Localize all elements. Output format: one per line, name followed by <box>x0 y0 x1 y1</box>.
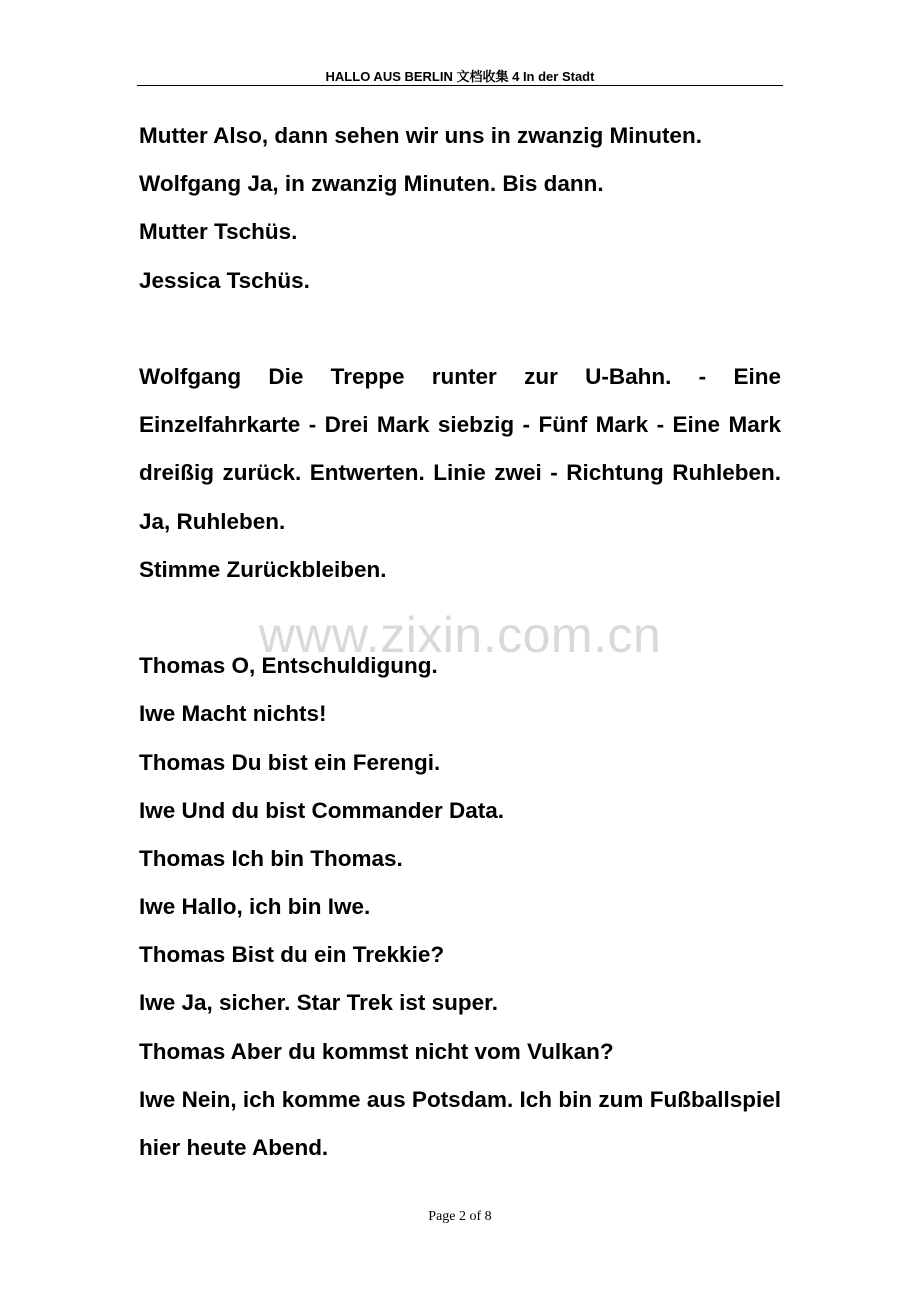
dialogue-line: Thomas Aber du kommst nicht vom Vulkan? <box>139 1038 614 1064</box>
dialogue-line: Mutter Tschüs. <box>139 219 298 245</box>
dialogue-line: Iwe Ja, sicher. Star Trek ist super. <box>139 990 498 1016</box>
blank-line <box>139 594 781 642</box>
document-body <box>139 112 781 1172</box>
page-number: Page 2 of 8 <box>428 1209 492 1224</box>
dialogue-line: Iwe Macht nichts! <box>139 701 327 727</box>
blank-line <box>139 305 781 353</box>
dialogue-paragraph: Iwe Nein, ich komme aus Potsdam. Ich bin zum Fußballspiel hier heute Abend. <box>139 1086 781 1161</box>
dialogue-line: Thomas O, Entschuldigung. <box>139 653 438 679</box>
dialogue-line: Mutter Also, dann sehen wir uns in zwanzig Minuten. <box>139 123 702 148</box>
dialogue-line: Thomas Bist du ein Trekkie? <box>139 942 445 968</box>
dialogue-line: Thomas Ich bin Thomas. <box>139 845 403 871</box>
dialogue-paragraph: Wolfgang Die Treppe runter zur U-Bahn. - Eine Einzelfahrkarte - Drei Mark siebzig - Fünf Mark - Eine Mark dreißig zurück. Entwerten. Linie zwei - Richtung Ruhleben. Ja, Ruhleben. <box>139 363 781 534</box>
dialogue-line: Iwe Hallo, ich bin Iwe. <box>139 894 371 920</box>
page-header: HALLO AUS BERLIN 文档收集 4 In der Stadt <box>325 69 595 84</box>
header-rule <box>137 85 783 86</box>
dialogue-line: Iwe Und du bist Commander Data. <box>139 797 505 823</box>
dialogue-line: Wolfgang Ja, in zwanzig Minuten. Bis dann. <box>139 171 604 197</box>
watermark: www.zixin.com.cn <box>258 607 662 663</box>
dialogue-line: Stimme Zurückbleiben. <box>139 556 387 582</box>
dialogue-line: Thomas Du bist ein Ferengi. <box>139 749 441 775</box>
dialogue-line: Jessica Tschüs. <box>139 267 310 293</box>
